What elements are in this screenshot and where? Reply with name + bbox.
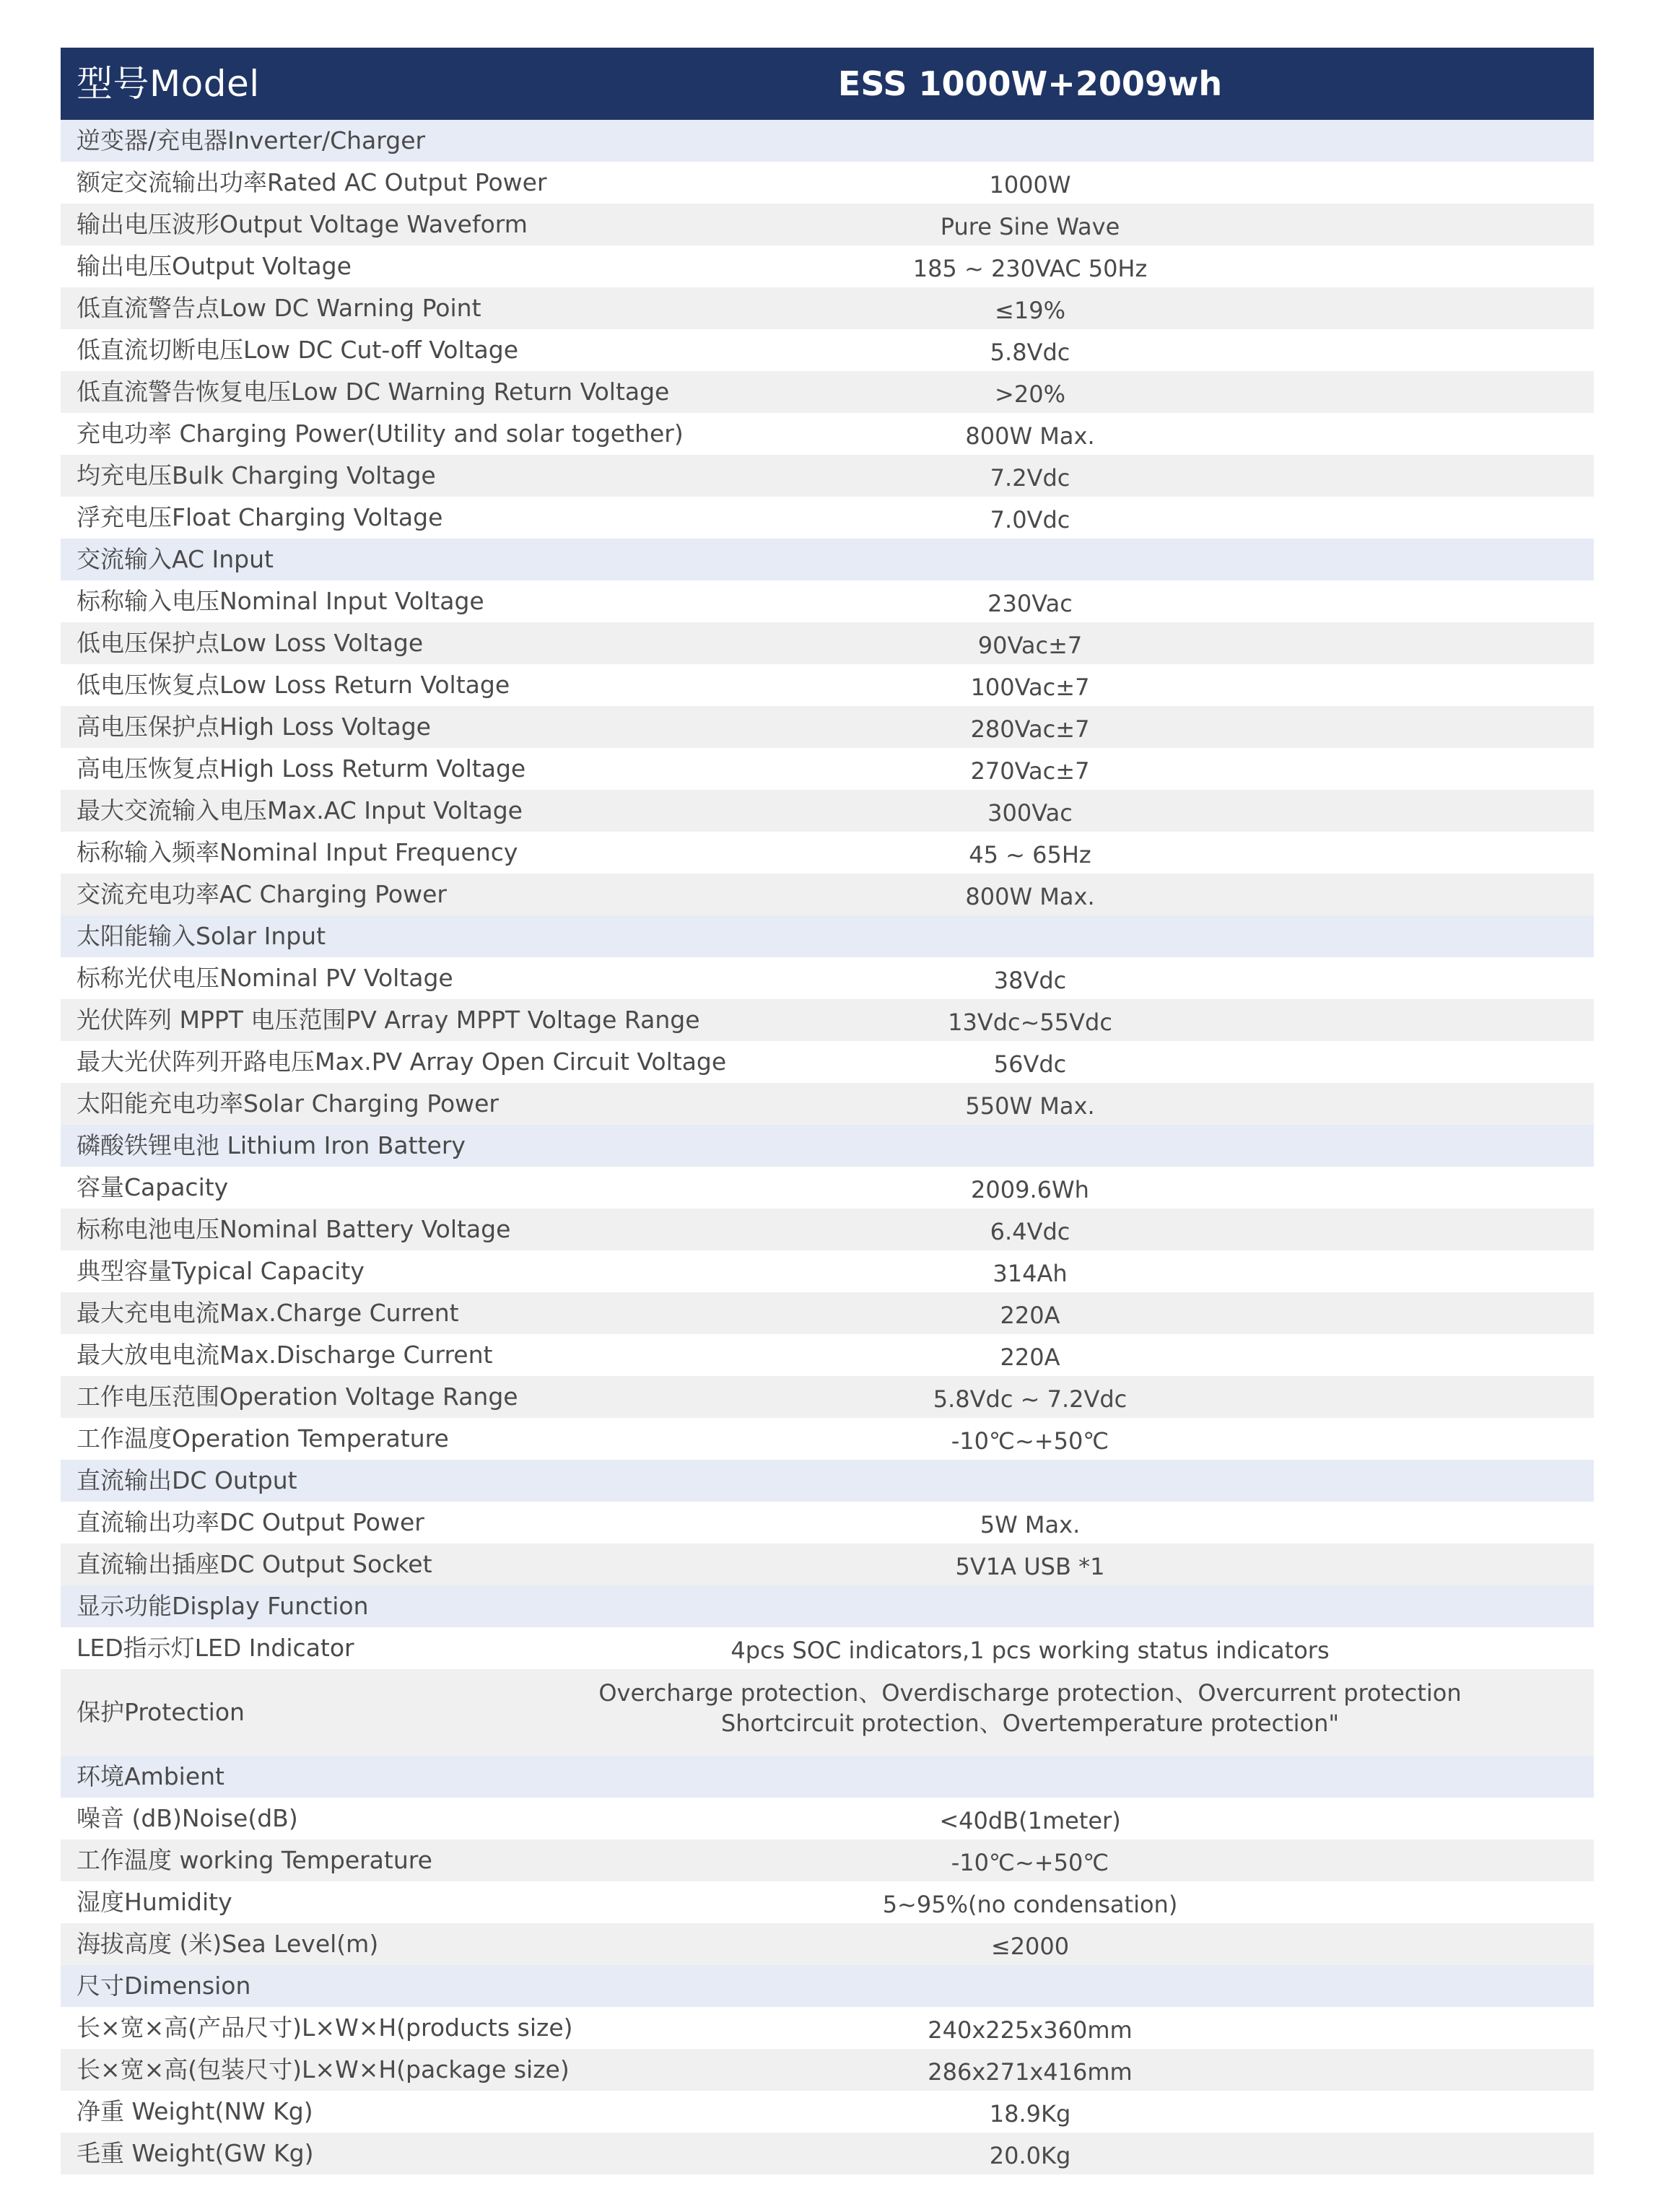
row-value: 5W Max.: [980, 1511, 1081, 1538]
table-row: [61, 1543, 1594, 1585]
row-label: 工作温度 working Temperature: [77, 1846, 432, 1874]
row-label: 均充电压Bulk Charging Voltage: [77, 461, 436, 489]
row-label: 标称电池电压Nominal Battery Voltage: [77, 1215, 511, 1243]
row-value: 5V1A USB *1: [955, 1553, 1105, 1580]
row-value: 550W Max.: [965, 1092, 1095, 1120]
table-row: [61, 1627, 1594, 1669]
table-row: [61, 413, 1594, 455]
row-label: 容量Capacity: [77, 1173, 229, 1201]
table-row: [61, 1334, 1594, 1376]
table-row: [61, 748, 1594, 790]
row-label: LED指示灯LED Indicator: [77, 1634, 354, 1662]
row-value: 220A: [1000, 1344, 1060, 1371]
row-label: 输出电压Output Voltage: [77, 252, 352, 280]
table-row: [61, 874, 1594, 915]
row-label: 最大充电电流Max.Charge Current: [77, 1299, 459, 1327]
table-row: [61, 1839, 1594, 1881]
table-row: [61, 2133, 1594, 2174]
table-row: [61, 1083, 1594, 1125]
spec-sheet: [61, 48, 1594, 2174]
row-value: 4pcs SOC indicators,1 pcs working status indicators: [730, 1637, 1330, 1664]
row-value: 100Vac±7: [970, 674, 1090, 701]
row-value: 7.0Vdc: [990, 506, 1070, 534]
table-row: [61, 1502, 1594, 1543]
section-header-row: [61, 120, 1594, 162]
header-row: [61, 48, 1594, 120]
row-value: 220A: [1000, 1302, 1060, 1329]
row-value: 280Vac±7: [970, 715, 1090, 743]
row-label: 浮充电压Float Charging Voltage: [77, 503, 443, 531]
model-value: ESS 1000W+2009wh: [837, 64, 1223, 103]
row-label: 太阳能充电功率Solar Charging Power: [77, 1089, 499, 1118]
row-label: 标称输入电压Nominal Input Voltage: [77, 587, 484, 615]
row-value-line: Shortcircuit protection、Overtemperature protection": [720, 1710, 1340, 1737]
row-value: 300Vac: [987, 799, 1073, 827]
table-row: [61, 1250, 1594, 1292]
table-row: [61, 2049, 1594, 2091]
table-row: [61, 999, 1594, 1041]
row-label: 额定交流输出功率Rated AC Output Power: [77, 168, 547, 196]
row-value: 5.8Vdc: [990, 339, 1070, 366]
table-row: [61, 580, 1594, 622]
section-header-row: [61, 1965, 1594, 2007]
row-value: 800W Max.: [965, 883, 1095, 910]
table-row: [61, 622, 1594, 664]
section-header-row: [61, 1125, 1594, 1167]
row-value: ≤19%: [995, 297, 1065, 324]
row-label: 工作电压范围Operation Voltage Range: [77, 1382, 518, 1411]
row-label: 低直流警告点Low DC Warning Point: [77, 294, 481, 322]
row-label: 标称输入频率Nominal Input Frequency: [77, 838, 518, 866]
row-label: 湿度Humidity: [77, 1888, 232, 1916]
table-row: [61, 162, 1594, 204]
row-value: 56Vdc: [993, 1050, 1067, 1078]
row-label: 低电压恢复点Low Loss Return Voltage: [77, 671, 510, 699]
section-title: 磷酸铁锂电池 Lithium Iron Battery: [77, 1131, 466, 1159]
row-label: 海拔高度 (米)Sea Level(m): [77, 1930, 379, 1958]
row-label: 噪音 (dB)Noise(dB): [77, 1804, 298, 1832]
table-row: [61, 664, 1594, 706]
row-label: 低直流切断电压Low DC Cut-off Voltage: [77, 336, 519, 364]
section-header-row: [61, 1460, 1594, 1502]
section-title: 逆变器/充电器Inverter/Charger: [77, 126, 426, 154]
row-value: 270Vac±7: [970, 757, 1090, 785]
row-label: 高电压保护点High Loss Voltage: [77, 713, 431, 741]
table-row: [61, 245, 1594, 287]
table-row: [61, 371, 1594, 413]
section-title: 尺寸Dimension: [77, 1972, 251, 2000]
spec-table: [61, 120, 1594, 2174]
table-row: [61, 957, 1594, 999]
row-value: [580, 1678, 1480, 1738]
model-label: 型号Model: [77, 63, 260, 105]
row-value: 90Vac±7: [977, 632, 1083, 659]
section-title: 太阳能输入Solar Input: [77, 922, 326, 950]
section-title: 直流输出DC Output: [77, 1466, 297, 1494]
table-row: [61, 1292, 1594, 1334]
row-value: 5.8Vdc ~ 7.2Vdc: [933, 1385, 1128, 1413]
row-value: 2009.6Wh: [971, 1176, 1089, 1203]
row-value: <40dB(1meter): [939, 1807, 1121, 1834]
table-row: [61, 1376, 1594, 1418]
row-value: 5~95%(no condensation): [882, 1891, 1178, 1918]
row-value: 286x271x416mm: [928, 2058, 1133, 2086]
table-row: [61, 832, 1594, 874]
row-label: 直流输出功率DC Output Power: [77, 1508, 424, 1536]
row-label: 最大交流输入电压Max.AC Input Voltage: [77, 796, 523, 824]
row-label: 输出电压波形Output Voltage Waveform: [77, 210, 528, 238]
table-row: [61, 1798, 1594, 1839]
row-value: 6.4Vdc: [990, 1218, 1070, 1245]
table-row: [61, 1209, 1594, 1250]
row-label: 标称光伏电压Nominal PV Voltage: [77, 964, 453, 992]
table-row: [61, 287, 1594, 329]
table-row: [61, 1881, 1594, 1923]
row-value: 13Vdc~55Vdc: [948, 1009, 1112, 1036]
table-row: [61, 497, 1594, 539]
row-value: -10℃~+50℃: [951, 1849, 1109, 1876]
section-header-row: [61, 1585, 1594, 1627]
table-row: [61, 790, 1594, 832]
table-row: [61, 204, 1594, 245]
row-label: 最大放电电流Max.Discharge Current: [77, 1341, 493, 1369]
table-row: [61, 1041, 1594, 1083]
row-value: 38Vdc: [993, 967, 1067, 994]
row-label: 典型容量Typical Capacity: [77, 1257, 365, 1285]
row-value: 45 ~ 65Hz: [969, 841, 1091, 868]
section-title: 显示功能Display Function: [77, 1592, 369, 1620]
section-header-row: [61, 1756, 1594, 1798]
row-label: 毛重 Weight(GW Kg): [77, 2139, 314, 2167]
table-row: [61, 329, 1594, 371]
row-value: 1000W: [989, 171, 1071, 199]
table-row: [61, 2091, 1594, 2133]
row-label: 直流输出插座DC Output Socket: [77, 1550, 432, 1578]
row-label: 工作温度Operation Temperature: [77, 1424, 449, 1453]
table-row: [61, 2007, 1594, 2049]
row-label: 光伏阵列 MPPT 电压范围PV Array MPPT Voltage Range: [77, 1006, 700, 1034]
table-row: [61, 1418, 1594, 1460]
row-label: 净重 Weight(NW Kg): [77, 2097, 313, 2125]
section-header-row: [61, 915, 1594, 957]
row-value: 7.2Vdc: [990, 464, 1070, 492]
row-value-line: Overcharge protection、Overdischarge protection、Overcurrent protection: [598, 1679, 1462, 1707]
row-label: 长×宽×高(包装尺寸)L×W×H(package size): [77, 2055, 570, 2083]
row-value: -10℃~+50℃: [951, 1427, 1109, 1455]
row-value: 230Vac: [987, 590, 1073, 617]
row-value: >20%: [995, 380, 1065, 408]
row-label: 低直流警告恢复电压Low DC Warning Return Voltage: [77, 378, 670, 406]
table-row: [61, 1167, 1594, 1209]
table-row: [61, 1669, 1594, 1756]
row-value: 185 ~ 230VAC 50Hz: [912, 255, 1148, 282]
row-label: 高电压恢复点High Loss Returm Voltage: [77, 754, 526, 783]
section-title: 交流输入AC Input: [77, 545, 274, 573]
row-label: 长×宽×高(产品尺寸)L×W×H(products size): [77, 2013, 573, 2042]
row-value: 314Ah: [993, 1260, 1068, 1287]
table-row: [61, 1923, 1594, 1965]
row-value: ≤2000: [990, 1933, 1070, 1960]
row-label: 保护Protection: [77, 1698, 245, 1726]
row-label: 充电功率 Charging Power(Utility and solar together): [77, 419, 684, 448]
table-row: [61, 455, 1594, 497]
row-value: 240x225x360mm: [928, 2016, 1133, 2044]
row-label: 最大光伏阵列开路电压Max.PV Array Open Circuit Voltage: [77, 1048, 727, 1076]
row-value: 800W Max.: [965, 422, 1095, 450]
table-row: [61, 706, 1594, 748]
section-title: 环境Ambient: [77, 1762, 224, 1790]
section-header-row: [61, 539, 1594, 580]
row-value: Pure Sine Wave: [940, 213, 1120, 240]
row-label: 低电压保护点Low Loss Voltage: [77, 629, 424, 657]
row-value: 20.0Kg: [989, 2142, 1071, 2169]
row-value: 18.9Kg: [989, 2100, 1071, 2128]
row-label: 交流充电功率AC Charging Power: [77, 880, 447, 908]
